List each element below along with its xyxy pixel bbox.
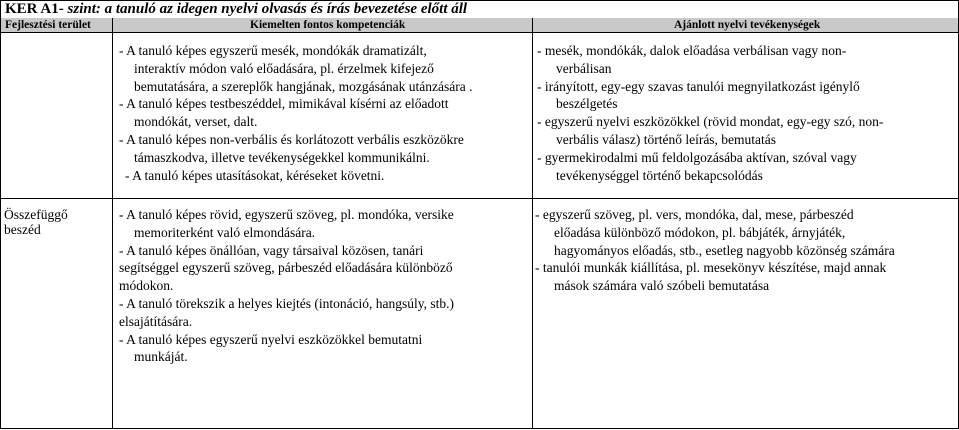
row1-competencies: [115, 42, 531, 184]
area-label-line: beszéd: [4, 222, 41, 237]
row2-comp-line: munkáját.: [134, 349, 188, 365]
row1-act-line: - irányított, egy-egy szavas tanulói megnyilatkozást igénylő: [537, 78, 860, 94]
row1-comp-line: - A tanuló képes utasításokat, kéréseket követni.: [125, 167, 385, 183]
grid-line-col1: [112, 18, 113, 428]
header-row: [0, 18, 959, 33]
row1-comp-line: - A tanuló képes non-verbális és korlátozott verbális eszközökre: [119, 131, 464, 147]
title-description: szint: a tanuló az idegen nyelvi olvasás és írás bevezetése előtt áll: [67, 1, 468, 17]
row2-comp-line: módokon.: [119, 278, 174, 294]
row1-act-line: verbális válasz) történő leírás, bemutatás: [556, 131, 777, 147]
row-divider: [0, 198, 959, 199]
header-area: Fejlesztési terület: [5, 19, 91, 31]
row1-comp-line: - A tanuló képes egyszerű mesék, mondókák dramatizált,: [119, 43, 427, 58]
row2-comp-line: - A tanuló törekszik a helyes kiejtés (intonáció, hangsúly, stb.): [119, 295, 455, 311]
row1-comp-line: interaktív módon való előadására, pl. érzelmek kifejező: [134, 60, 434, 76]
row2-comp-line: - A tanuló képes egyszerű nyelvi eszközökkel bemutatni: [119, 331, 423, 347]
title-row: [0, 0, 959, 19]
table-bottom: [0, 428, 959, 429]
header-activities: Ajánlott nyelvi tevékenységek: [674, 19, 821, 31]
row1-comp-line: támaszkodva, illetve tevékenységekkel kommunikálni.: [134, 149, 430, 165]
row1-activities: [537, 42, 957, 184]
grid-line-left: [0, 18, 1, 428]
title-level: KER A1-: [5, 1, 64, 17]
row2-act-line: - tanulói munkák kiállítása, pl. mesekönyv készítése, majd annak: [535, 260, 887, 276]
row2-activities: [535, 206, 957, 295]
row2-comp-line: - A tanuló képes rövid, egyszerű szöveg, pl. mondóka, versike: [119, 207, 454, 222]
row1-act-line: - mesék, mondókák, dalok előadása verbálisan vagy non-: [537, 43, 847, 58]
row1-act-line: tevékenységgel történő bekapcsolódás: [556, 167, 763, 183]
row2-area-label: [4, 207, 68, 237]
row2-act-line: mások számára való szóbeli bemutatása: [554, 278, 770, 294]
row1-act-line: verbálisan: [556, 60, 612, 76]
row1-act-line: beszélgetés: [556, 96, 618, 112]
row1-comp-line: bemutatására, a szereplők hangjának, mozgásának utánzására .: [134, 78, 473, 94]
row1-act-line: - egyszerű nyelvi eszközökkel (rövid mondat, egy-egy szó, non-: [537, 114, 884, 130]
row2-act-line: - egyszerű szöveg, pl. vers, mondóka, dal, mese, párbeszéd: [535, 207, 854, 222]
row2-comp-line: segítséggel egyszerű szöveg, párbeszéd előadására különböző: [119, 260, 453, 276]
row2-competencies: [115, 206, 531, 366]
area-label-line: Összefüggő: [4, 207, 68, 222]
row2-comp-line: elsajátítására.: [119, 313, 193, 329]
header-competencies: Kiemelten fontos kompetenciák: [250, 19, 406, 31]
grid-line-col2: [532, 18, 533, 428]
row2-act-line: hagyományos előadás, stb., esetleg nagyobb közönség számára: [554, 242, 895, 258]
row2-comp-line: memoriterként való elmondására.: [134, 224, 316, 240]
page-title: [5, 1, 467, 18]
row2-comp-line: - A tanuló képes önállóan, vagy társaival közösen, tanári: [119, 242, 424, 258]
row1-comp-line: mondókát, verset, dalt.: [134, 114, 258, 130]
row2-act-line: előadása különböző módokon, pl. bábjáték, árnyjáték,: [554, 224, 846, 240]
row1-act-line: - gyermekirodalmi mű feldolgozásába aktívan, szóval vagy: [537, 149, 857, 165]
row1-comp-line: - A tanuló képes testbeszéddel, mimikával kísérni az előadott: [119, 96, 449, 112]
